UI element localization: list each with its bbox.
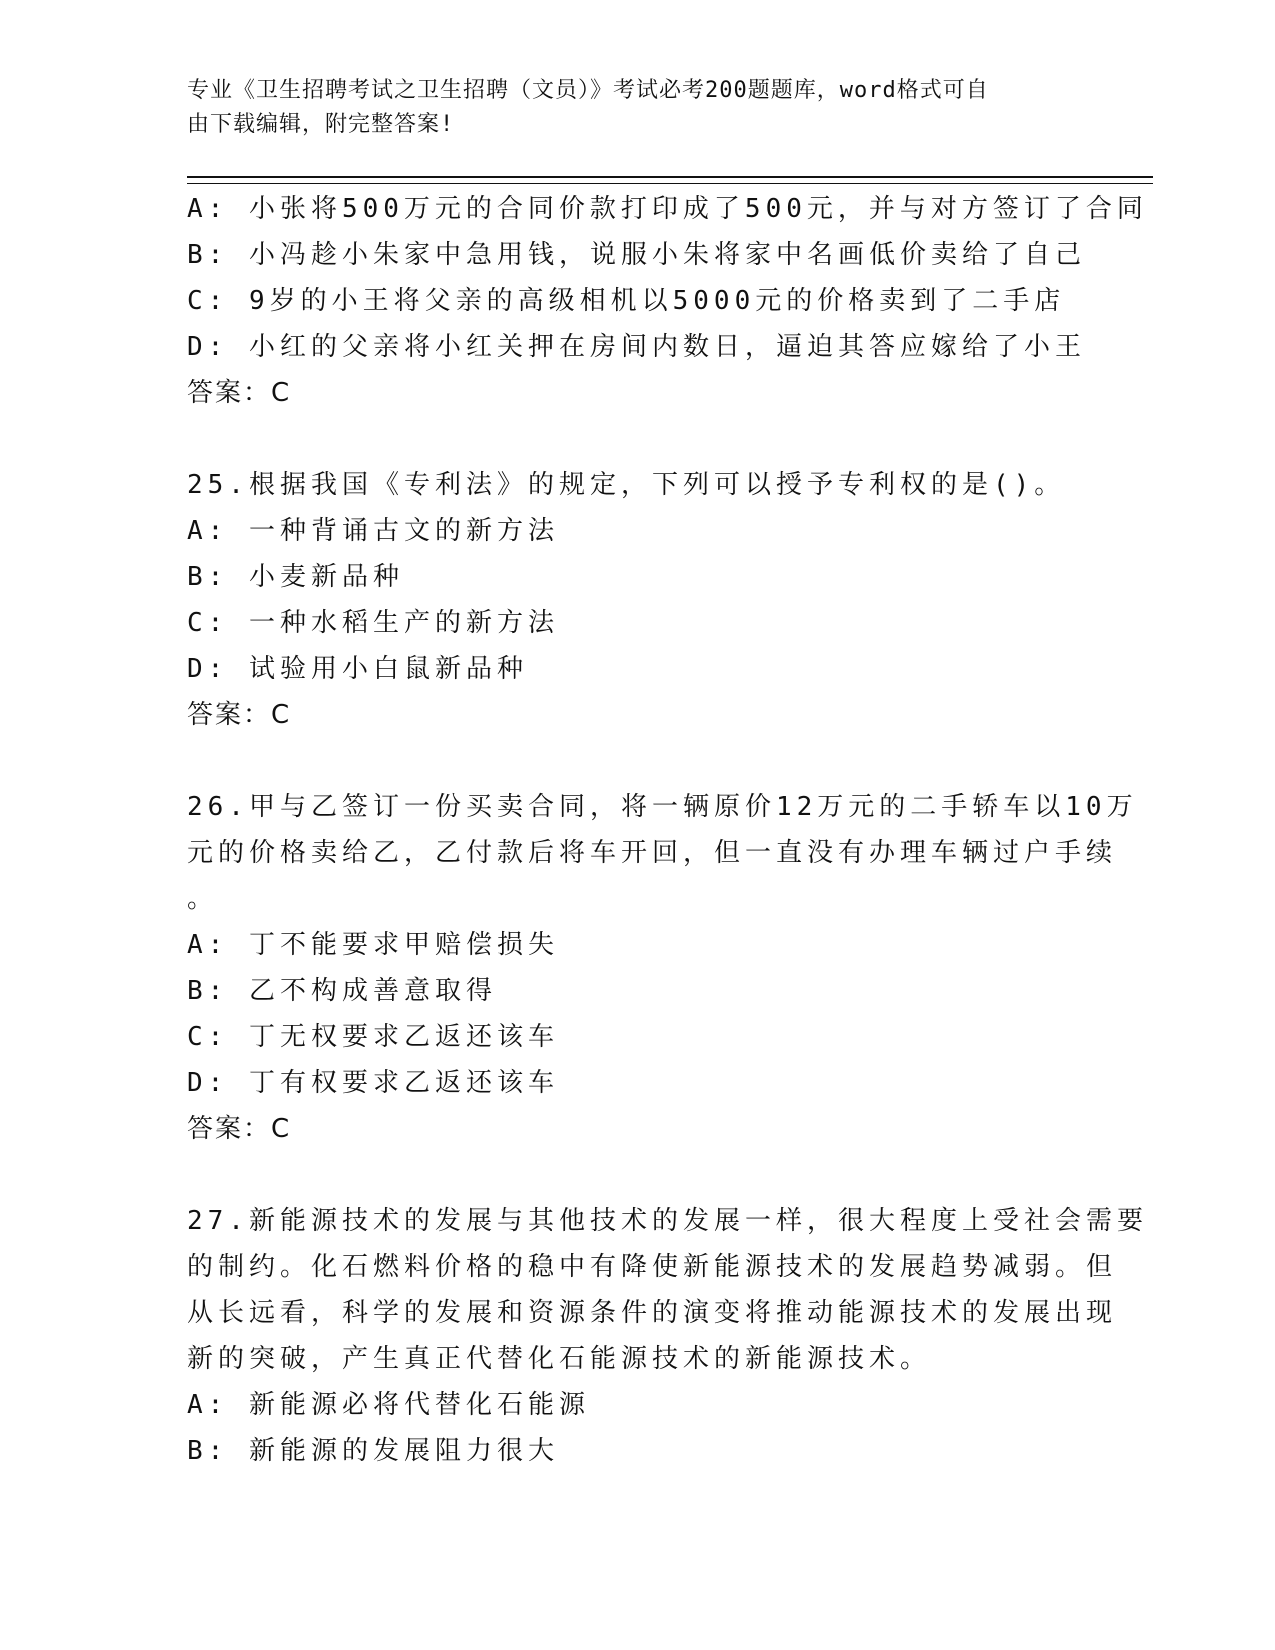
- document-header: [187, 74, 1087, 142]
- spacer: [187, 1152, 1087, 1198]
- option-b: B: 小冯趁小朱家中急用钱，说服小朱将家中名画低价卖给了自己: [187, 240, 1086, 270]
- header-line-2: 由下载编辑，附完整答案!: [187, 112, 455, 137]
- question-block-26: [187, 784, 1138, 1152]
- question-block-27: [187, 1198, 1148, 1474]
- option-d: D: 丁有权要求乙返还该车: [187, 1068, 559, 1098]
- option-a: A: 一种背诵古文的新方法: [187, 516, 559, 546]
- option-b: B: 新能源的发展阻力很大: [187, 1436, 559, 1466]
- option-d: D: 试验用小白鼠新品种: [187, 654, 528, 684]
- answer-line: 答案：C: [187, 1114, 292, 1144]
- option-a: A: 丁不能要求甲赔偿损失: [187, 930, 559, 960]
- question-text-line-1: 26.甲与乙签订一份买卖合同，将一辆原价12万元的二手轿车以10万: [187, 792, 1138, 822]
- header-divider-thick: [187, 176, 1153, 178]
- answer-line: 答案：C: [187, 700, 292, 730]
- option-a: A: 小张将500万元的合同价款打印成了500元，并与对方签订了合同: [187, 194, 1148, 224]
- question-text-line-2: 的制约。化石燃料价格的稳中有降使新能源技术的发展趋势减弱。但: [187, 1252, 1118, 1282]
- question-block-24: [187, 186, 1148, 416]
- header-line-1: 专业《卫生招聘考试之卫生招聘（文员）》考试必考200题题库，word格式可自: [187, 78, 989, 103]
- spacer: [187, 416, 1087, 462]
- spacer: [187, 738, 1087, 784]
- option-b: B: 乙不构成善意取得: [187, 976, 497, 1006]
- question-text: 25.根据我国《专利法》的规定，下列可以授予专利权的是()。: [187, 470, 1066, 500]
- answer-line: 答案：C: [187, 378, 292, 408]
- option-b: B: 小麦新品种: [187, 562, 404, 592]
- option-c: C: 一种水稻生产的新方法: [187, 608, 559, 638]
- question-block-25: [187, 462, 1087, 738]
- document-content: [187, 186, 1148, 1474]
- question-text-line-2: 元的价格卖给乙，乙付款后将车开回，但一直没有办理车辆过户手续: [187, 838, 1118, 868]
- option-c: C: 丁无权要求乙返还该车: [187, 1022, 559, 1052]
- option-c: C: 9岁的小王将父亲的高级相机以5000元的价格卖到了二手店: [187, 286, 1066, 316]
- question-text-line-1: 27.新能源技术的发展与其他技术的发展一样，很大程度上受社会需要: [187, 1206, 1148, 1236]
- question-text-line-4: 新的突破，产生真正代替化石能源技术的新能源技术。: [187, 1344, 932, 1374]
- question-text-line-3: 。: [187, 884, 219, 914]
- question-text-line-3: 从长远看，科学的发展和资源条件的演变将推动能源技术的发展出现: [187, 1298, 1118, 1328]
- header-divider-thin: [187, 183, 1153, 184]
- option-d: D: 小红的父亲将小红关押在房间内数日，逼迫其答应嫁给了小王: [187, 332, 1086, 362]
- option-a: A: 新能源必将代替化石能源: [187, 1390, 590, 1420]
